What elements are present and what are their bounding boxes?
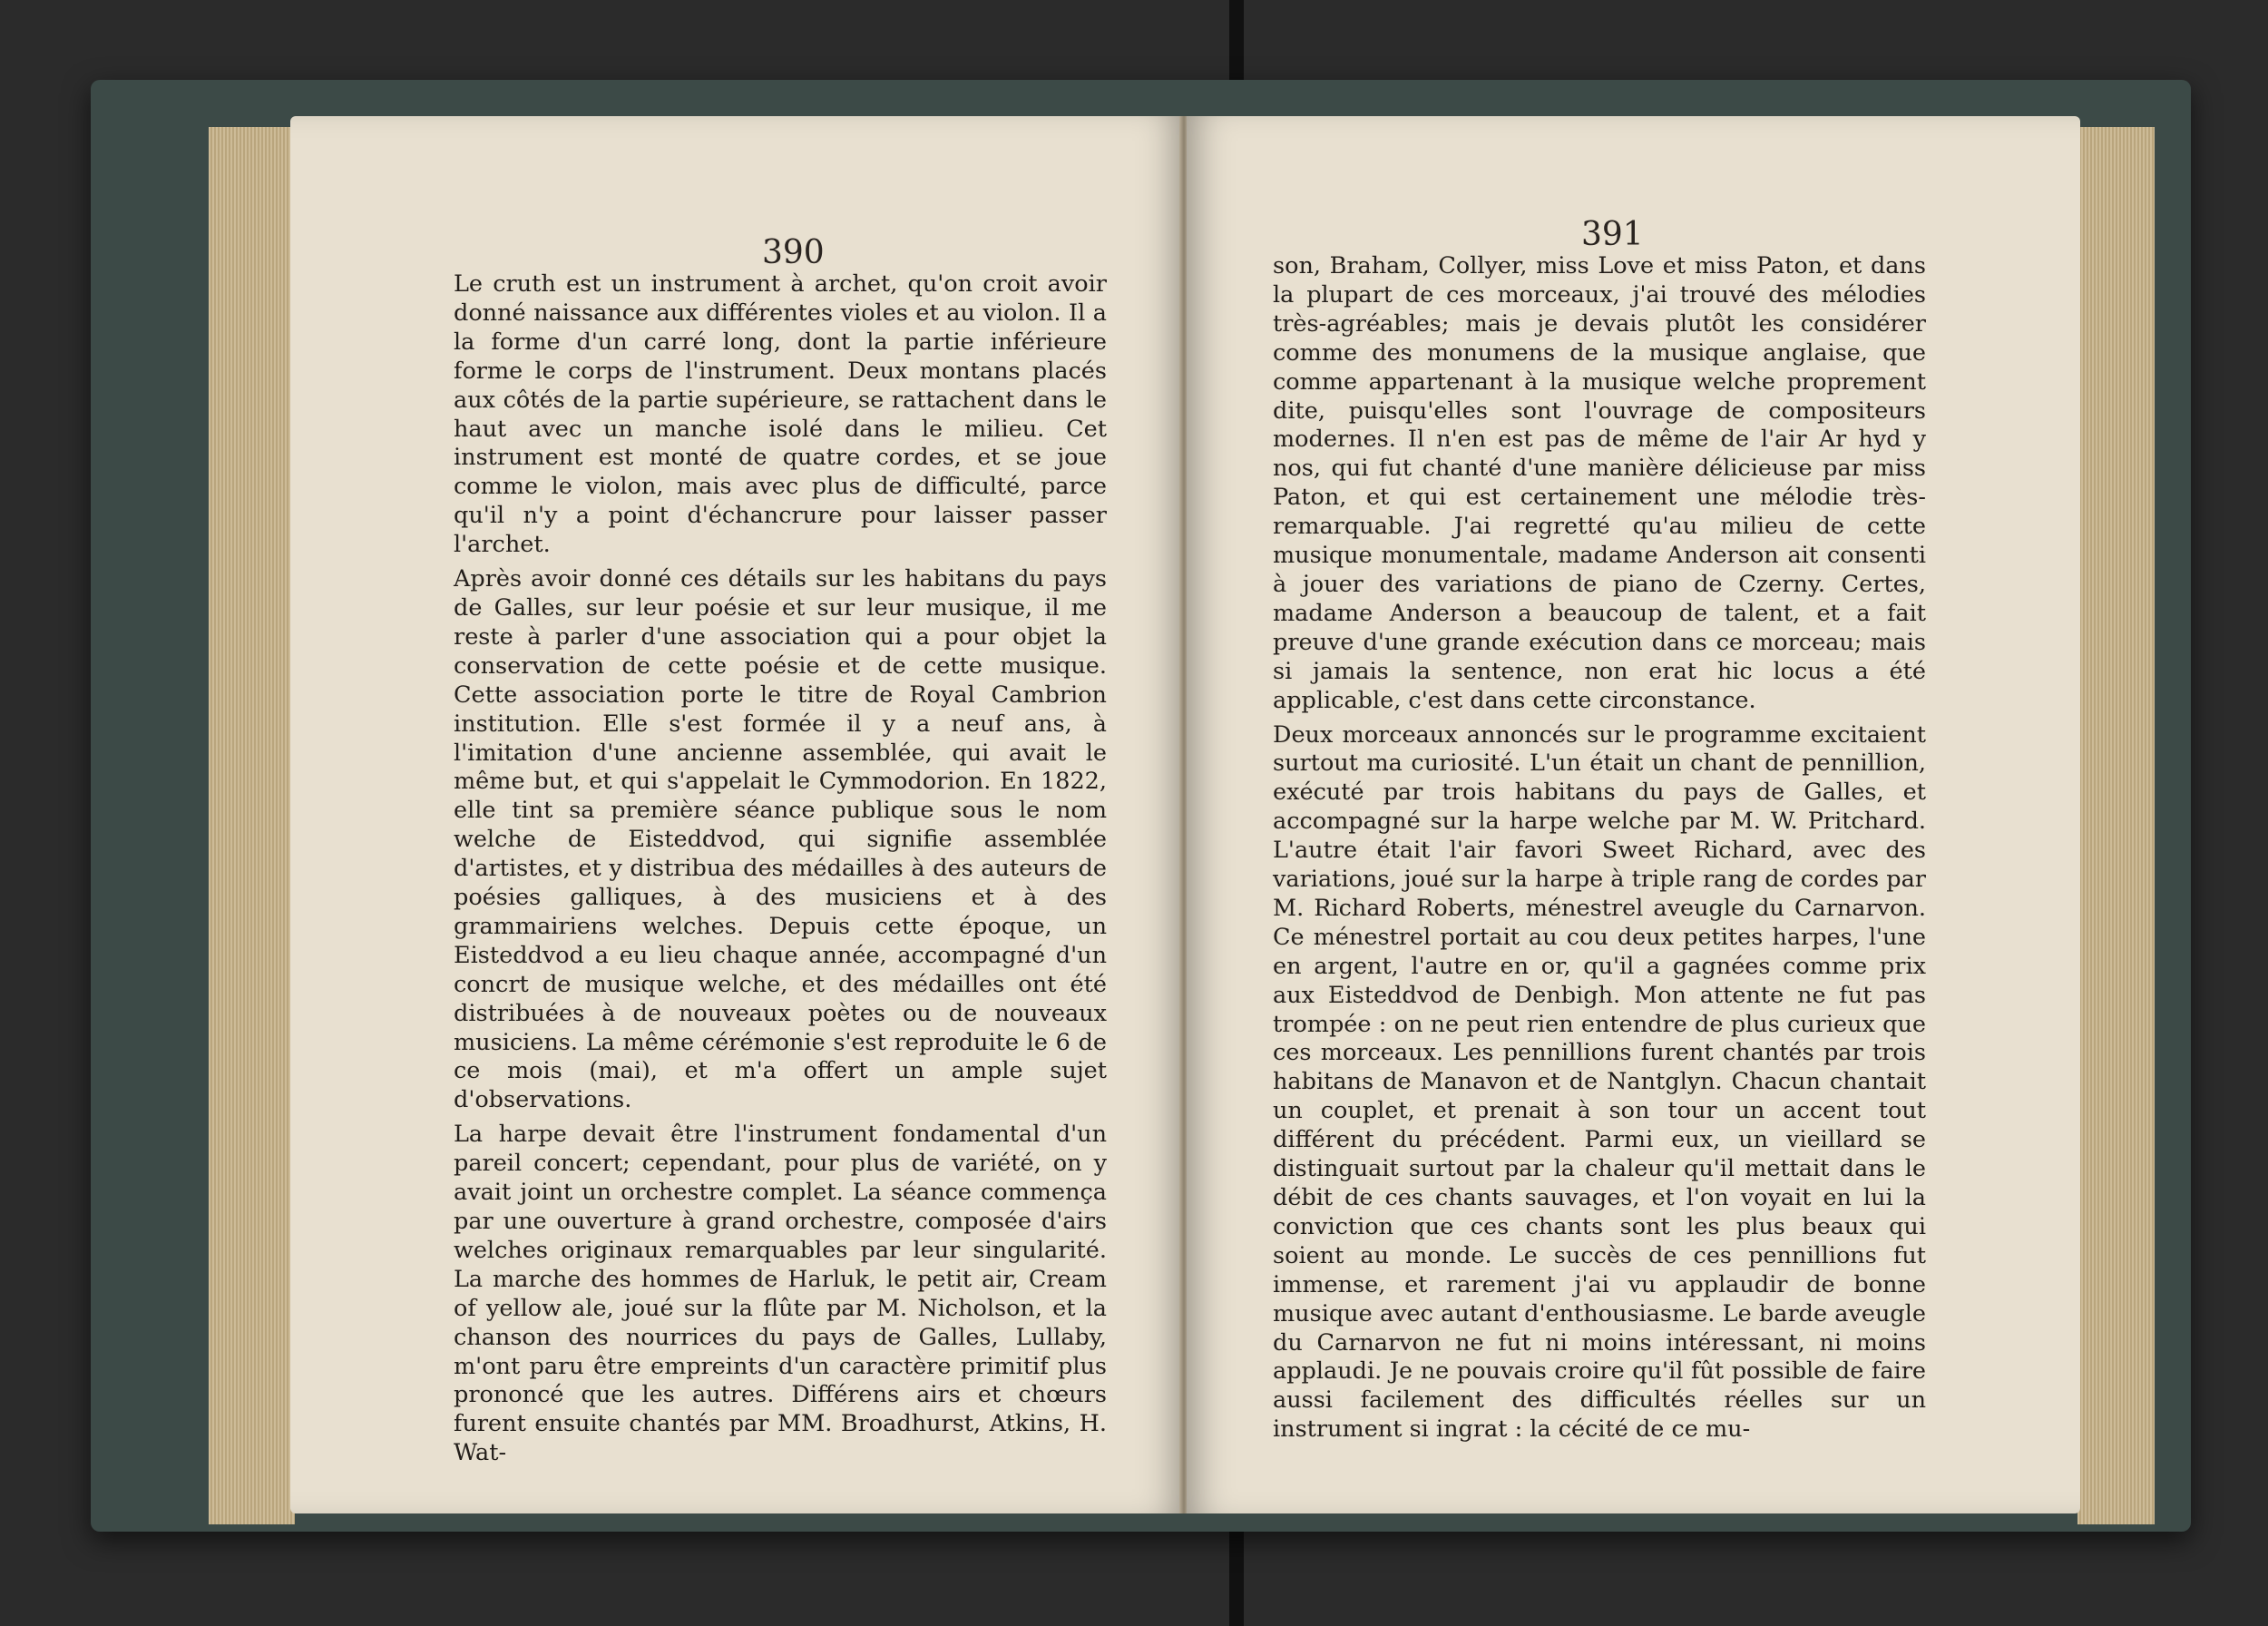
right-page-number: 391	[1581, 216, 1644, 253]
paragraph: Après avoir donné ces détails sur les habitans du pays de Galles, sur leur poésie et sur leur musique, il me reste à parler d'une association qui a pour objet la conservation de cette poésie et de cette musique. Cette association porte le titre de Royal Cambrion institution. Elle s'est formée il y a neuf ans, à l'imitation d'une ancienne assemblée, qui avait le même but, et qui s'appelait le Cymmodorion. En 1822, elle tint sa première séance publique sous le nom welche de Eisteddvod, qui signifie assemblée d'artistes, et y distribua des médailles à des auteurs de poésies galliques, à des musiciens et à des grammairiens welches. Depuis cette époque, un Eisteddvod a eu lieu chaque année, accompagné d'un concrt de musique welche, et des médailles ont été distribuées à de nouveaux poètes ou de nouveaux musiciens. La même cérémonie s'est reproduite le 6 de ce mois (mai), et m'a offert un ample sujet d'observations.	[454, 565, 1107, 1114]
left-page-number: 390	[762, 234, 825, 271]
left-page-edges	[209, 127, 295, 1524]
paragraph: Le cruth est un instrument à archet, qu'on croit avoir donné naissance aux différentes violes et au violon. Il a la forme d'un carré long, dont la partie inférieure forme le corps de l'instrument. Deux montans placés aux côtés de la partie supérieure, se rattachent dans le haut avec un manche isolé dans le milieu. Cet instrument est monté de quatre cordes, et se joue comme le violon, mais avec plus de difficulté, parce qu'il n'y a point d'échancrure pour laisser passer l'archet.	[454, 270, 1107, 559]
left-page-text	[454, 270, 1107, 1468]
paragraph: son, Braham, Collyer, miss Love et miss Paton, et dans la plupart de ces morceaux, j'ai trouvé des mélodies très-agréables; mais je devais plutôt les considérer comme des monumens de la musique anglaise, que comme appartenant à la musique welche proprement dite, puisqu'elles sont l'ouvrage de compositeurs modernes. Il n'en est pas de même de l'air Ar hyd y nos, qui fut chanté d'une manière délicieuse par miss Paton, et qui est certainement une mélodie très-remarquable. J'ai regretté qu'au milieu de cette musique monumentale, madame Anderson ait consenti à jouer des variations de piano de Czerny. Certes, madame Anderson a beaucoup de talent, et a fait preuve d'une grande exécution dans ce morceau; mais si jamais la sentence, non erat hic locus a été applicable, c'est dans cette circonstance.	[1273, 252, 1926, 714]
right-page-edges	[2077, 127, 2155, 1524]
paragraph: Deux morceaux annoncés sur le programme excitaient surtout ma curiosité. L'un était un chant de pennillion, exécuté par trois habitans du pays de Galles, et accompagné sur la harpe welche par M. W. Pritchard. L'autre était l'air favori Sweet Richard, avec des variations, joué sur la harpe à triple rang de cordes par M. Richard Roberts, ménestrel aveugle du Carnarvon. Ce ménestrel portait au cou deux petites harpes, l'une en argent, l'autre en or, qu'il a gagnées comme prix aux Eisteddvod de Denbigh. Mon attente ne fut pas trompée : on ne peut rien entendre de plus curieux que ces morceaux. Les pennillions furent chantés par trois habitans de Manavon et de Nantglyn. Chacun chantait un couplet, et prenait à son tour un accent tout différent du précédent. Parmi eux, un vieillard se distinguait surtout par la chaleur qu'il mettait dans le débit de ces chants sauvages, et l'on voyait en lui la conviction que ces chants sont les plus beaux qui soient au monde. Le succès de ces pennillions fut immense, et rarement j'ai vu applaudir de bonne musique avec autant d'enthousiasme. Le barde aveugle du Carnarvon ne fut ni moins intéressant, ni moins applaudi. Je ne pouvais croire qu'il fût possible de faire aussi facilement des difficultés réelles sur un instrument si ingrat : la cécité de ce mu-	[1273, 720, 1926, 1444]
left-page	[290, 116, 1184, 1513]
right-page-text	[1273, 252, 1926, 1445]
right-page	[1187, 116, 2080, 1513]
paragraph: La harpe devait être l'instrument fondamental d'un pareil concert; cependant, pour plus de variété, on y avait joint un orchestre complet. La séance commença par une ouverture à grand orchestre, composée d'airs welches originaux remarquables par leur singularité. La marche des hommes de Harluk, le petit air, Cream of yellow ale, joué sur la flûte par M. Nicholson, et la chanson des nourrices du pays de Galles, Lullaby, m'ont paru être empreints d'un caractère primitif plus prononcé que les autres. Différens airs et chœurs furent ensuite chantés par MM. Broadhurst, Atkins, H. Wat-	[454, 1121, 1107, 1467]
